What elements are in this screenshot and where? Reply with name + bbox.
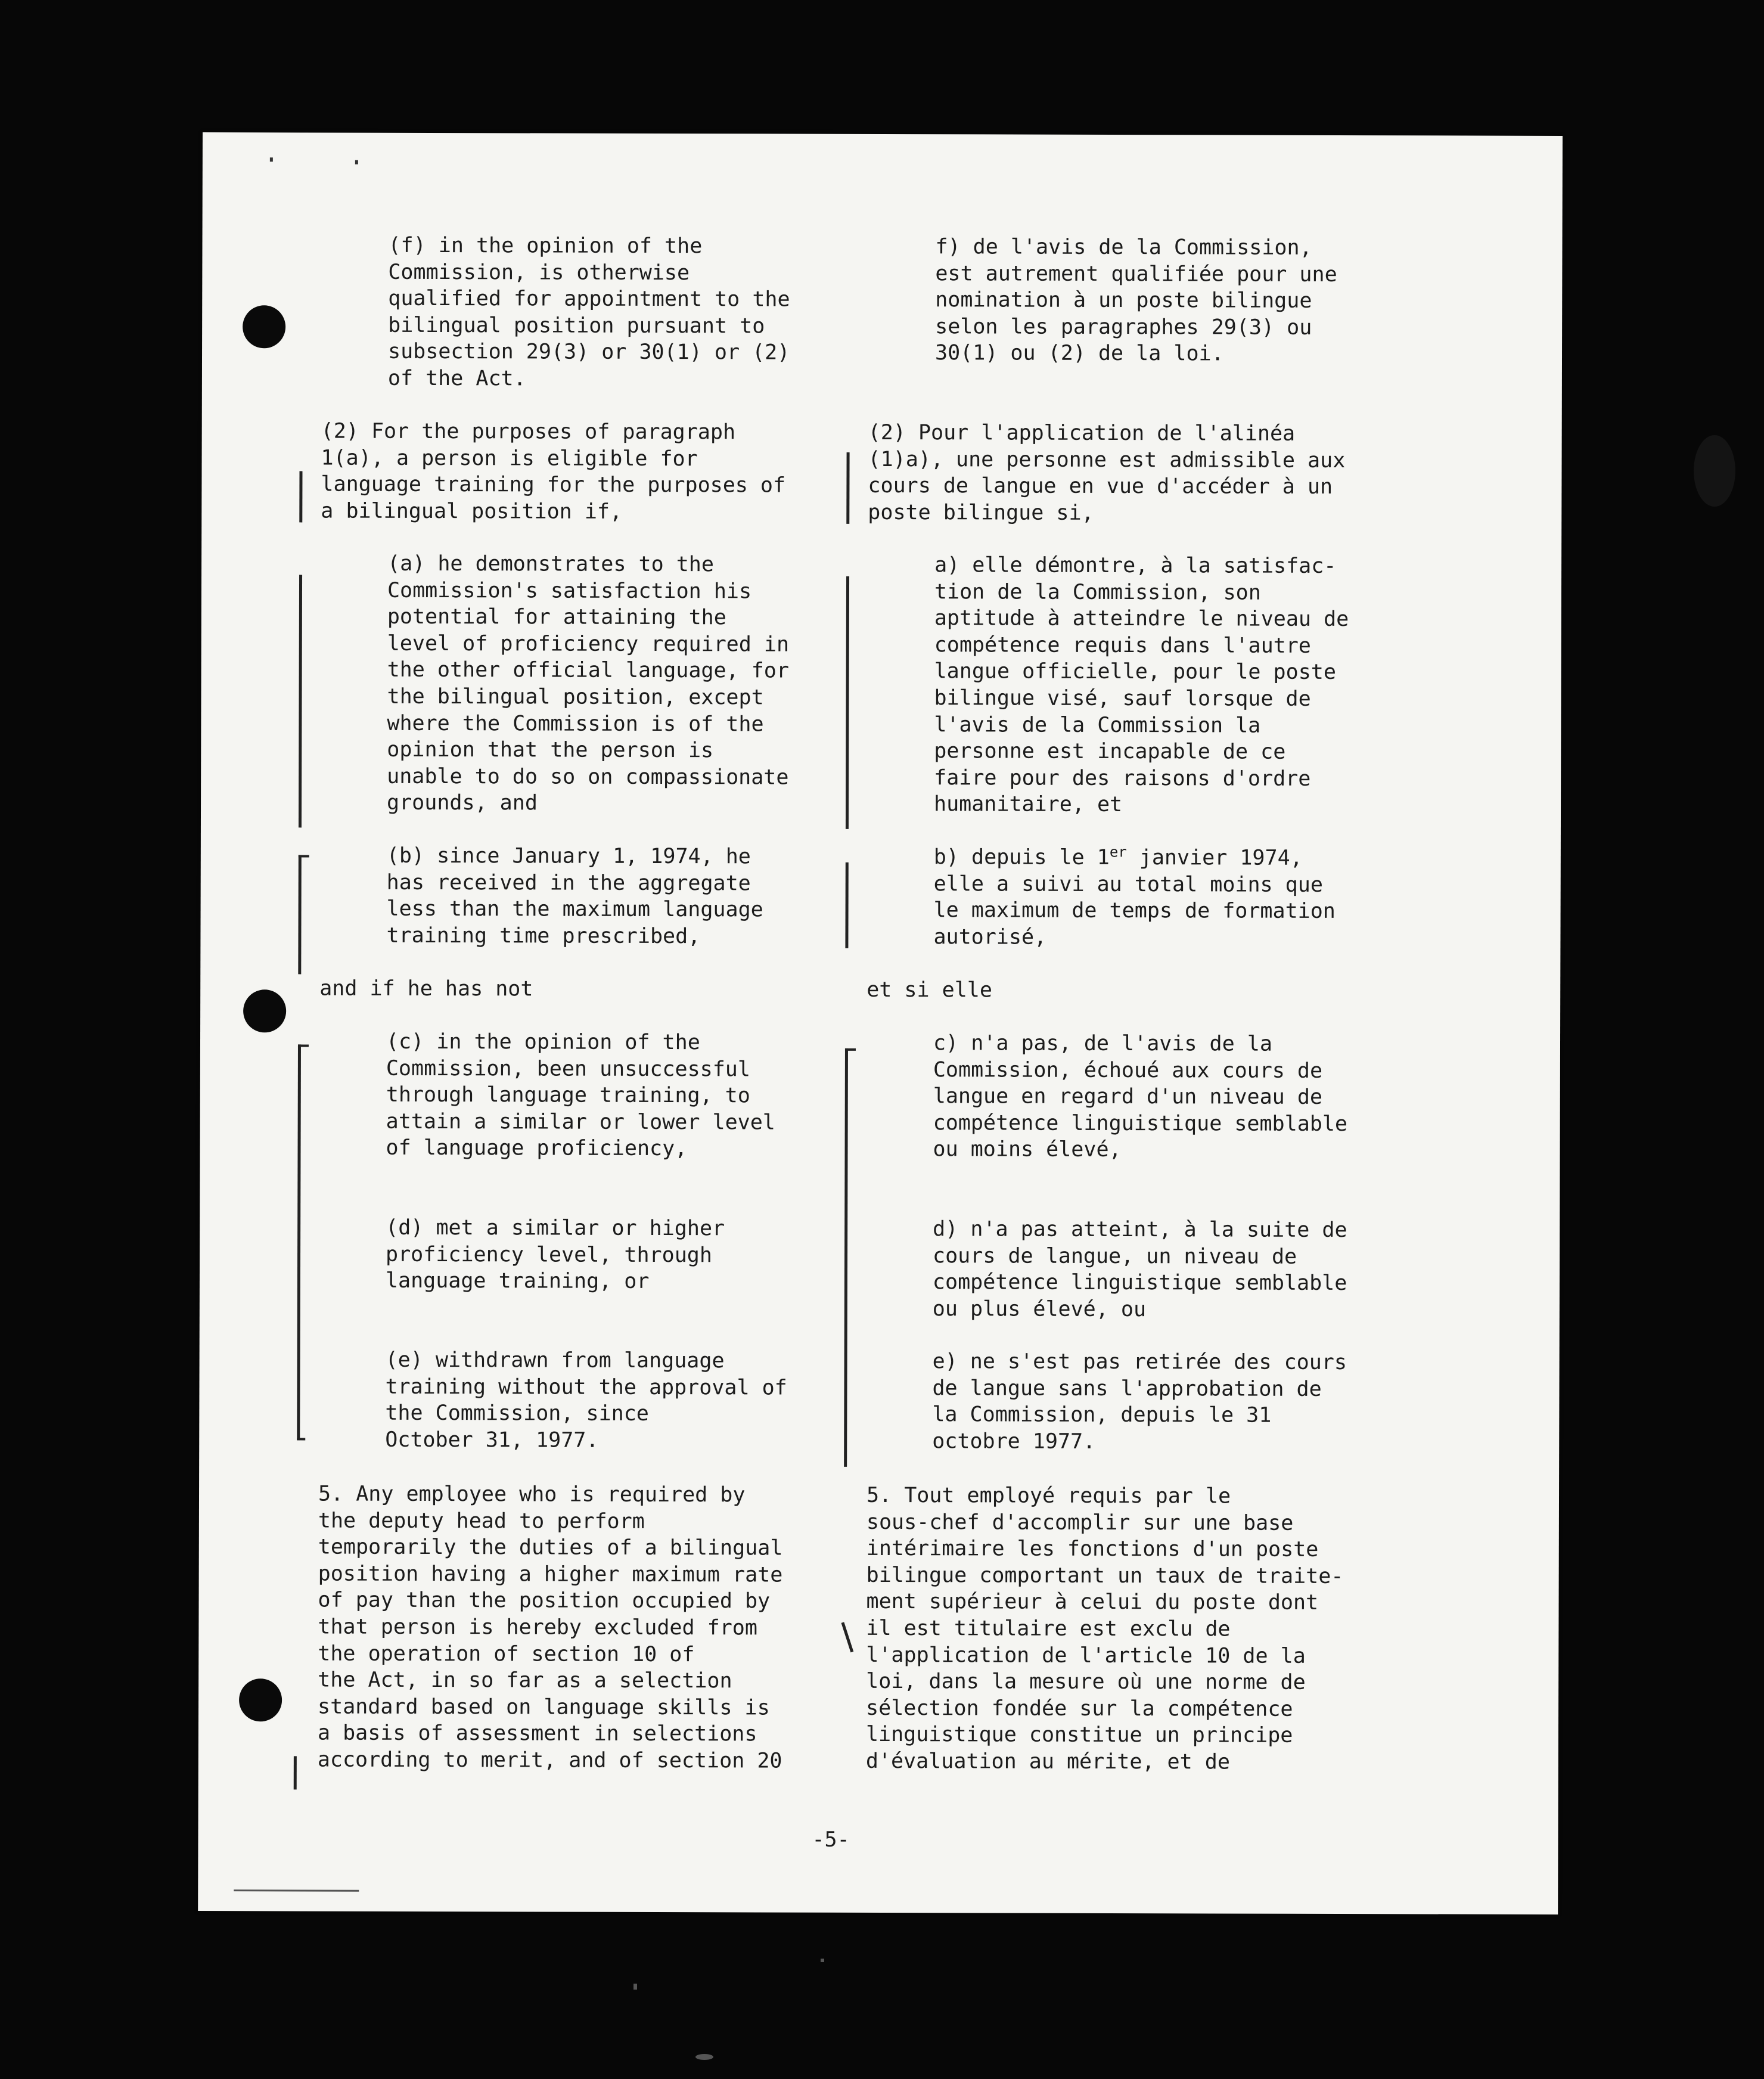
fr-para-d: d) n'a pas atteint, à la suite de cours de langue, un niveau de compétence linguistique semblable ou plus élevé, ou [932,1217,1347,1321]
punch-hole [239,1678,282,1721]
en-para-b: (b) since January 1, 1974, he has received in the aggregate less than the maximum language training time prescribed, [386,843,763,948]
fr-para-5: 5. Tout employé requis par le sous-chef d'accomplir sur une base intérimaire les fonctions d'un poste bilingue comportant un taux de traite- ment supérieur à celui du poste dont il est titulaire est exclu de l'application de l'article 10 de la loi, dans la mesure où une norme de sélection fondée sur la compétence linguistique constitue un principe d'évaluation au mérite, et de [865,1483,1344,1774]
en-para-a: (a) he demonstrates to the Commission's satisfaction his potential for attaining the level of proficiency required in the other official language, for the bilingual position, except where the Commission is of the opinion that the person is unable to do so on compassionate grounds, and [387,551,790,815]
revision-bar [841,1622,854,1652]
revision-bar [294,1756,297,1789]
fr-para-f: f) de l'avis de la Commission, est autrement qualifiée pour une nomination à un poste bilingue selon les paragraphes 29(3) ou 30(1) ou (2) de la loi. [934,235,1337,366]
fr-para-a: a) elle démontre, à la satisfac- tion de la Commission, son aptitude à atteindre le niveau de compétence requis dans l'autre langue officielle, pour le poste bilingue visé, sauf lorsque de l'avis de la Commission la personne est incapable de ce faire pour des raisons d'ordre humanitaire, et [933,553,1349,817]
footer-rule [234,1889,359,1892]
page-number: -5- [812,1827,850,1852]
revision-bar [844,1048,848,1467]
en-and-if: and if he has not [319,976,533,1001]
en-para-5: 5. Any employee who is required by the deputy head to perform temporarily the duties of a bilingual position having a higher maximum rate of pay than the position occupied by that person is hereby excluded from the operation of section 10 of the Act, in so far as a selection standard based on language skills is a basis of assessment in selections according to merit, and of section 20 [317,1482,783,1773]
revision-bar [846,452,849,524]
scan-speck [633,1984,637,1990]
revision-bar [299,471,302,522]
revision-bar [298,855,302,974]
punch-hole [243,989,286,1032]
revision-bar [297,1044,301,1440]
paper-speck [355,160,358,165]
fr-et-si: et si elle [867,978,993,1003]
punch-hole [243,305,285,348]
fr-para-c: c) n'a pas, de l'avis de la Commission, échoué aux cours de langue en regard d'un niveau de compétence linguistique semblable ou moins élevé, [933,1031,1348,1162]
fr-para-e: e) ne s'est pas retirée des cours de langue sans l'approbation de la Commission, depuis le 31 octobre 1977. [932,1349,1347,1454]
fr-para-b-start: b) depuis le 1 [933,845,1110,870]
en-para-e: (e) withdrawn from language training without the approval of the Commission, since October 31, 1977. [385,1348,787,1453]
en-para-2: (2) For the purposes of paragraph 1(a), a person is eligible for language training for the purposes of a bilingual position if, [321,419,786,524]
revision-bar [845,862,848,948]
en-para-f: (f) in the opinion of the Commission, is otherwise qualified for appointment to the bilingual position pursuant to subsection 29(3) or 30(1) or (2) of the Act. [387,233,790,391]
scan-speck [695,2054,713,2060]
fr-para-b [933,844,1336,951]
revision-bar [846,576,849,829]
scanner-shadow [1694,435,1735,507]
fr-para-2: (2) Pour l'application de l'alinéa (1)a), une personne est admissible aux cours de langue en vue d'accéder à un poste bilingue si, [868,420,1346,525]
paper-speck [270,157,273,162]
en-para-d: (d) met a similar or higher proficiency level, through language training, or [385,1215,725,1294]
fr-para-b-superscript: er [1109,843,1127,861]
paper-sheet [198,132,1563,1914]
revision-bar [299,575,302,827]
en-para-c: (c) in the opinion of the Commission, been unsuccessful through language training, to attain a similar or lower level of language proficiency, [386,1029,775,1161]
fr-para-b-rest: janvier 1974, elle a suivi au total moins que le maximum de temps de formation autorisé, [933,846,1336,949]
scan-speck [821,1959,824,1962]
